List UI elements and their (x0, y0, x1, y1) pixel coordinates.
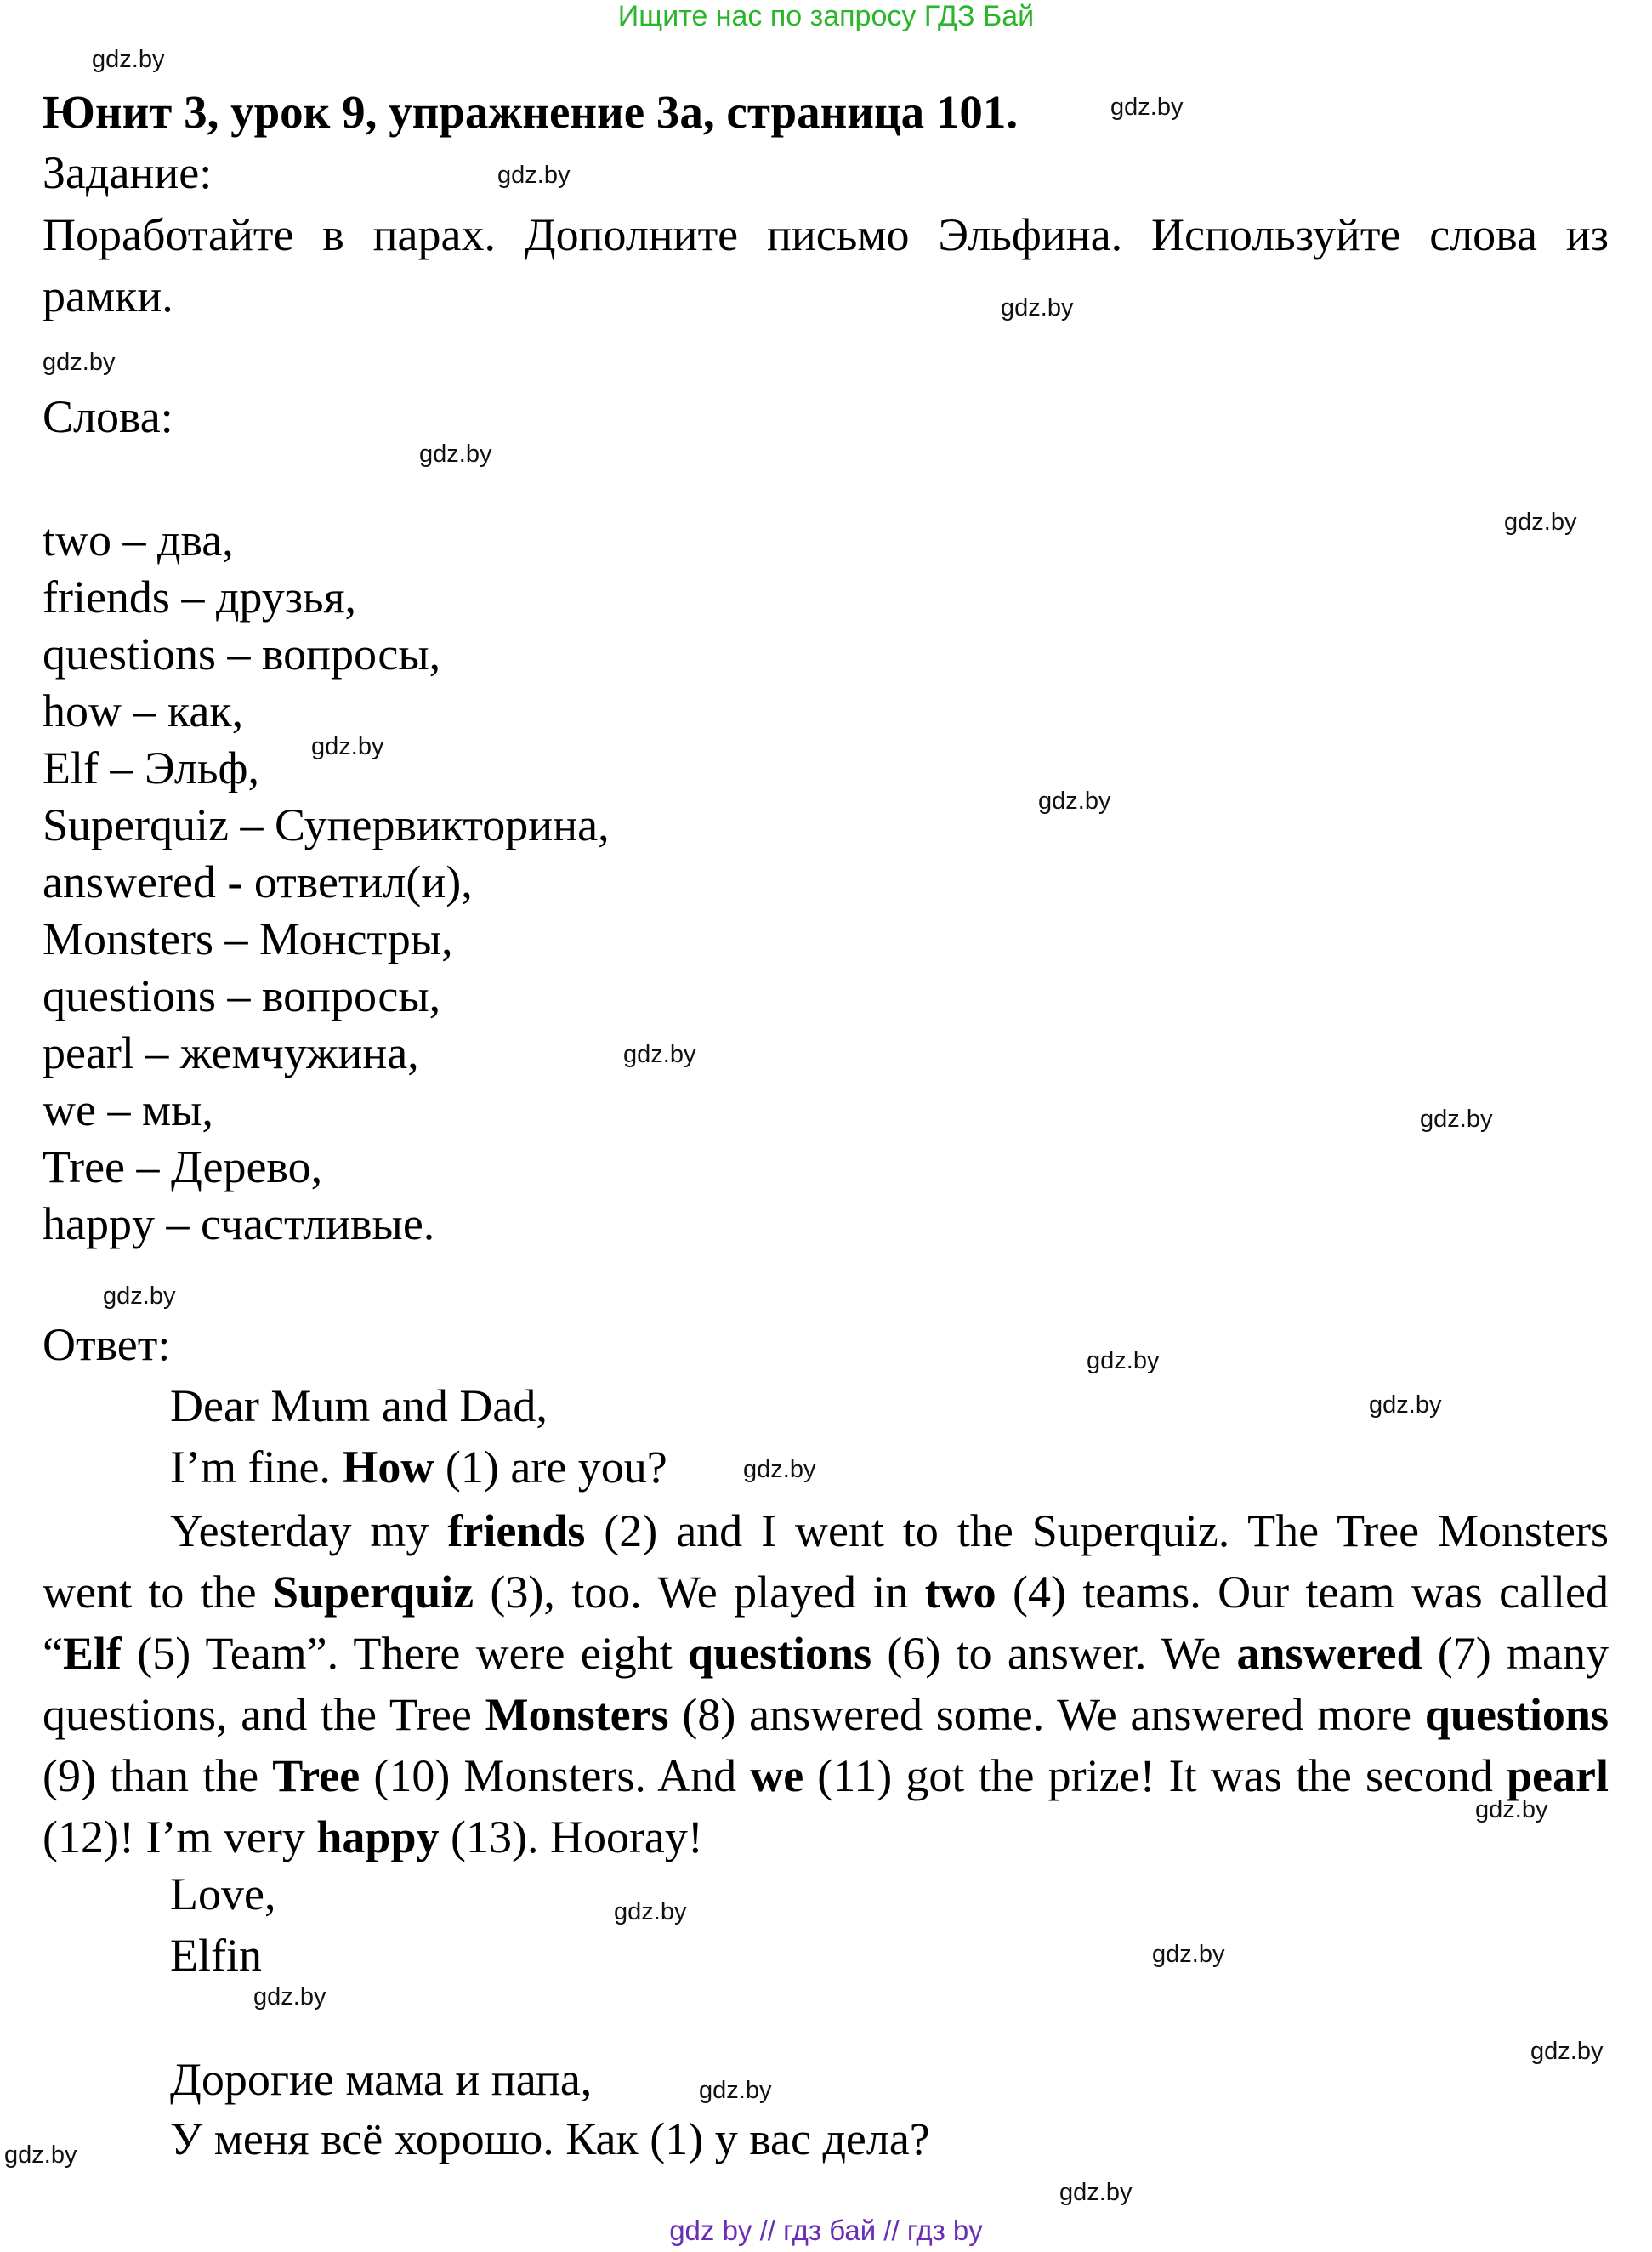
footer-links: gdz by // гдз бай // гдз by (669, 2215, 983, 2246)
word-item: we – мы, (43, 1084, 213, 1135)
word-item: Tree – Дерево, (43, 1141, 323, 1192)
watermark: gdz.by (1475, 1796, 1548, 1823)
word-item: two – два, (43, 515, 234, 566)
letter-greeting: Dear Mum and Dad, (170, 1380, 548, 1431)
watermark: gdz.by (92, 46, 165, 73)
watermark: gdz.by (497, 162, 571, 189)
watermark: gdz.by (43, 349, 116, 376)
watermark: gdz.by (103, 1282, 176, 1310)
word-item: pearl – жемчужина, (43, 1027, 419, 1078)
watermark: gdz.by (1152, 1941, 1225, 1968)
watermark: gdz.by (614, 1898, 687, 1925)
top-search-banner: Ищите нас по запросу ГДЗ Бай (617, 0, 1035, 32)
task-label: Задание: (43, 147, 213, 198)
watermark: gdz.by (311, 733, 384, 760)
watermark: gdz.by (1369, 1391, 1442, 1419)
word-item: Elf – Эльф, (43, 742, 259, 793)
translation-line-1: У меня всё хорошо. Как (1) у вас дела? (170, 2113, 930, 2164)
letter-signature: Elfin (170, 1930, 262, 1981)
task-text: Поработайте в парах. Дополните письмо Эльфина. Используйте слова из рамки. (43, 209, 1609, 321)
watermark: gdz.by (743, 1456, 816, 1483)
letter-closing: Love, (170, 1868, 276, 1919)
translation-greeting: Дорогие мама и папа, (170, 2054, 593, 2105)
words-label: Слова: (43, 391, 173, 442)
page-title: Юнит 3, урок 9, упражнение 3а, страница 101. (43, 86, 1019, 138)
watermark: gdz.by (1504, 509, 1577, 536)
watermark: gdz.by (1001, 294, 1074, 321)
watermark: gdz.by (1059, 2179, 1133, 2206)
answer-label: Ответ: (43, 1319, 171, 1370)
word-item: Monsters – Монстры, (43, 913, 453, 964)
word-item: answered - ответил(и), (43, 856, 473, 907)
letter-line-1: I’m fine. How (1) are you? (170, 1442, 667, 1493)
watermark: gdz.by (4, 2141, 77, 2169)
watermark: gdz.by (253, 1983, 326, 2010)
watermark: gdz.by (699, 2077, 772, 2104)
word-item: happy – счастливые. (43, 1198, 435, 1249)
watermark: gdz.by (1420, 1106, 1493, 1133)
watermark: gdz.by (1110, 94, 1184, 121)
word-item: questions – вопросы, (43, 970, 441, 1021)
word-item: questions – вопросы, (43, 628, 441, 680)
letter-paragraph: Yesterday my friends (2) and I went to the Superquiz. The Tree Monsters went to the Superquiz (3), too. We played in two (4) teams. Our team was called “Elf (5) Team”. There were eight questions (6) to answer. We answered (7) many questions, and the Tree Monsters (8) answered some. We answered more questions (9) than the Tree (10) Monsters. And we (11) got the prize! It was the second pearl (12)! I’m very happy (13). Hooray! (43, 1505, 1609, 1862)
watermark: gdz.by (1530, 2038, 1604, 2065)
watermark: gdz.by (419, 441, 492, 468)
word-item: how – как, (43, 685, 244, 736)
word-item: Superquiz – Супервикторина, (43, 799, 610, 850)
word-item: friends – друзья, (43, 572, 357, 623)
watermark: gdz.by (623, 1041, 696, 1068)
watermark: gdz.by (1087, 1347, 1160, 1374)
watermark: gdz.by (1038, 788, 1111, 815)
